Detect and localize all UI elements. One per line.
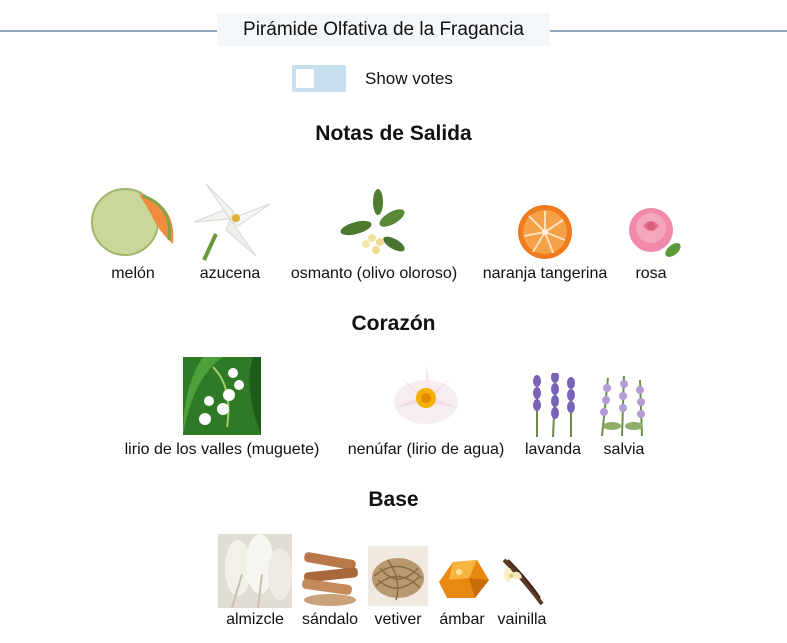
note-label: osmanto (olivo oloroso) [290,265,458,282]
toggle-knob [296,69,314,88]
note-label: rosa [635,265,667,282]
note-label: naranja tangerina [482,265,608,282]
tangerine-icon [515,204,575,260]
note-label: salvia [603,441,645,458]
note-label: almizcle [226,611,284,628]
lavender-icon [523,373,585,437]
top-notes-title: Notas de Salida [315,122,472,145]
note-label: vainilla [497,611,547,628]
heart-notes-title: Corazón [351,312,436,335]
show-votes-toggle[interactable] [292,65,346,92]
osmanthus-icon [338,188,410,260]
show-votes-control [292,65,453,92]
melon-icon [89,174,177,262]
base-notes-title: Base [368,488,419,511]
note-label: melón [111,265,155,282]
note-label: vetiver [374,611,422,628]
lily-of-the-valley-icon [183,357,261,435]
musk-icon [218,534,292,608]
note-label: sándalo [301,611,359,628]
note-label: lavanda [524,441,582,458]
show-votes-label: Show votes [365,68,453,88]
vetiver-icon [368,546,428,606]
page-title: Pirámide Olfativa de la Fragancia [217,13,550,46]
note-label: lirio de los valles (muguete) [124,441,320,458]
sage-icon [592,374,654,436]
note-label: ámbar [439,611,485,628]
note-label: nenúfar (lirio de agua) [347,441,505,458]
amber-icon [433,552,491,604]
note-label: azucena [199,265,261,282]
rose-icon [625,206,681,262]
sandalwood-icon [298,546,362,606]
vanilla-icon [496,558,546,606]
lily-icon [186,174,274,262]
water-lily-icon [387,358,465,436]
